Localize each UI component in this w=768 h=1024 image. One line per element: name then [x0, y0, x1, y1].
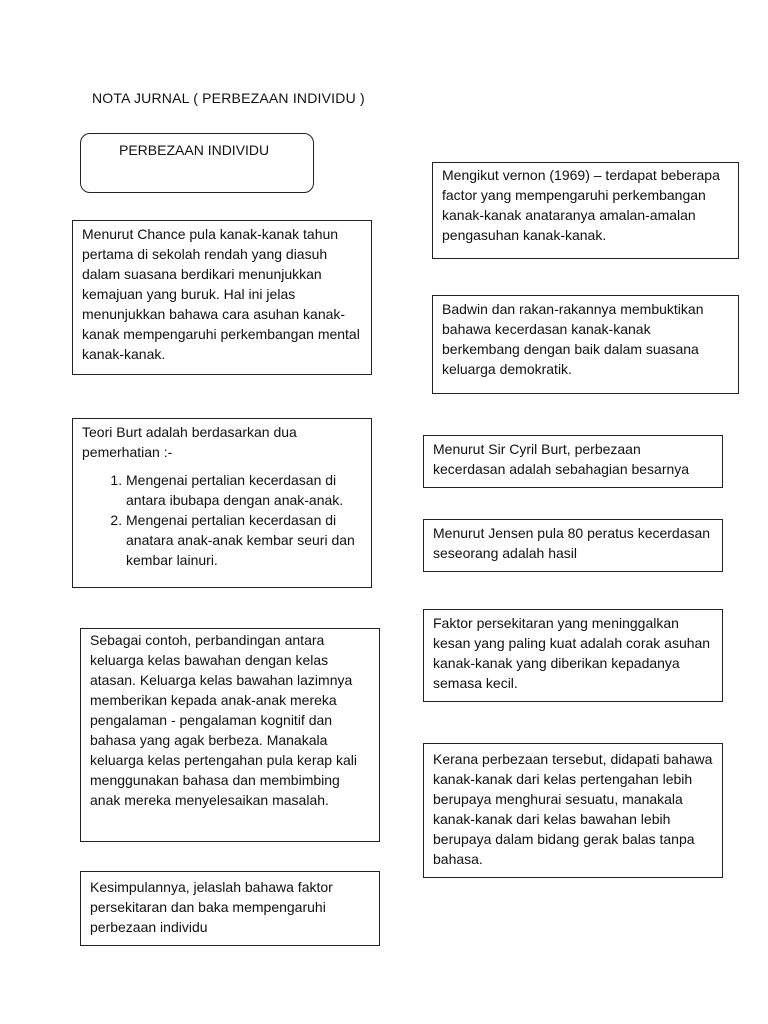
- note-box-conclusion: [80, 871, 380, 946]
- note-box-class-difference: [423, 743, 723, 878]
- note-text: Menurut Jensen pula 80 peratus kecerdasan seseorang adalah hasil: [433, 525, 711, 561]
- heading-box-label: PERBEZAAN INDIVIDU: [119, 142, 270, 158]
- note-text: Sebagai contoh, perbandingan antara keluarga kelas bawahan dengan kelas atasan. Keluarga kelas bawahan lazimnya memberikan kepada anak-anak mereka pengalaman - pengalaman kognitif dan bahasa yang agak berbeza. Manakala keluarga kelas pertengahan pula kerap kali menggunakan bahasa dan membimbing anak mereka menyelesaikan masalah.: [90, 632, 357, 808]
- note-box-jensen: [423, 519, 723, 572]
- note-box-vernon: [432, 162, 739, 259]
- note-text: Kesimpulannya, jelaslah bahawa faktor persekitaran dan baka mempengaruhi perbezaan individu: [90, 879, 333, 935]
- note-box-badwin: [432, 295, 739, 394]
- note-box-chance: [72, 220, 372, 375]
- note-text: Menurut Sir Cyril Burt, perbezaan kecerdasan adalah sebahagian besarnya: [433, 441, 690, 477]
- page-title: NOTA JURNAL ( PERBEZAAN INDIVIDU ): [92, 90, 365, 106]
- note-box-environment-factor: [423, 609, 723, 702]
- heading-box: [80, 133, 314, 193]
- note-text: Menurut Chance pula kanak-kanak tahun pertama di sekolah rendah yang diasuh dalam suasana berdikari menunjukkan kemajuan yang buruk. Hal ini jelas menunjukkan bahawa cara asuhan kanak-kanak mempengaruhi perkembangan mental kanak-kanak.: [82, 226, 360, 362]
- observation-list: [82, 470, 362, 570]
- note-text: Badwin dan rakan-rakannya membuktikan bahawa kecerdasan kanak-kanak berkembang dengan baik dalam suasana keluarga demokratik.: [442, 301, 704, 377]
- note-text: Mengikut vernon (1969) – terdapat beberapa factor yang mempengaruhi perkembangan kanak-kanak anataranya amalan-amalan pengasuhan kanak-kanak.: [442, 167, 720, 243]
- note-box-burt-theory: [72, 418, 372, 588]
- note-text: Kerana perbezaan tersebut, didapati bahawa kanak-kanak dari kelas pertengahan lebih berupaya menghurai sesuatu, manakala kanak-kanak dari kelas bawahan lebih berupaya dalam bidang gerak balas tanpa bahasa.: [433, 751, 713, 867]
- note-text: Faktor persekitaran yang meninggalkan kesan yang paling kuat adalah corak asuhan kanak-kanak yang diberikan kepadanya semasa kecil.: [433, 615, 711, 691]
- note-box-example: [80, 628, 380, 842]
- note-box-cyril-burt: [423, 435, 723, 488]
- note-text: Teori Burt adalah berdasarkan dua pemerhatian :-: [82, 424, 297, 460]
- list-item: 2. Mengenai pertalian kecerdasan di anatara anak-anak kembar seuri dan kembar lainuri.: [126, 510, 362, 570]
- list-item: 1. Mengenai pertalian kecerdasan di antara ibubapa dengan anak-anak.: [126, 470, 362, 510]
